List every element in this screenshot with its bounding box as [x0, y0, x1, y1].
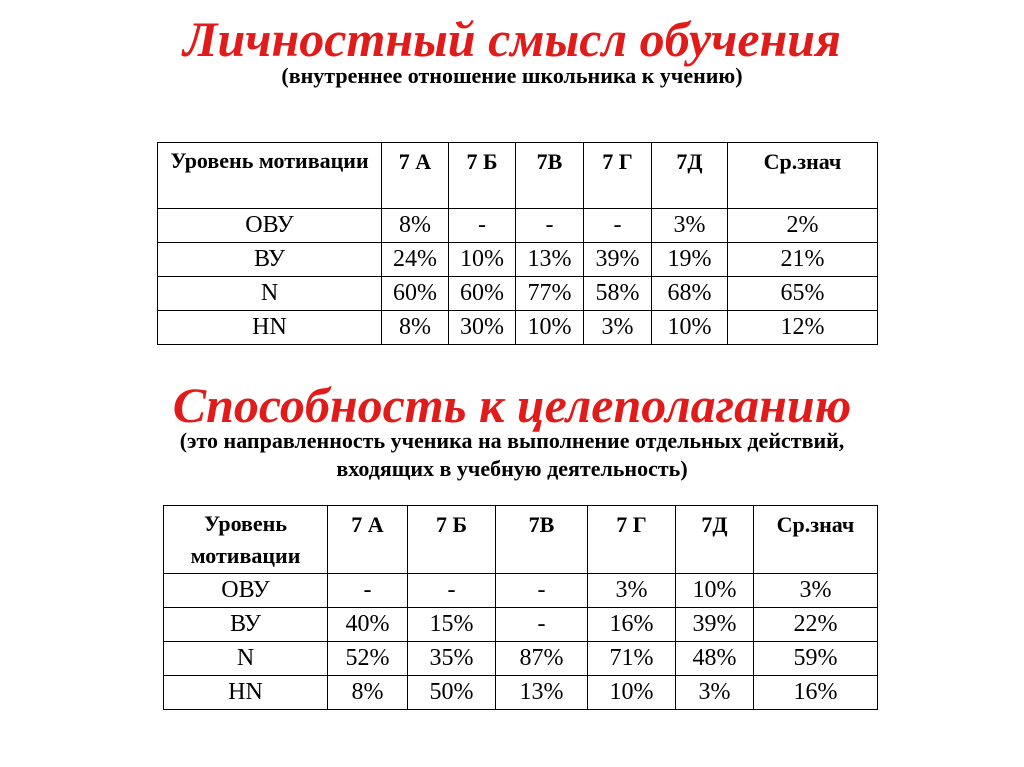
table-row — [158, 277, 878, 311]
motivation-table — [157, 142, 878, 345]
table-cell: 3% — [754, 574, 878, 608]
section1-subtitle: (внутреннее отношение школьника к учению) — [281, 63, 743, 88]
table-cell: - — [328, 574, 408, 608]
table-cell: 8% — [328, 676, 408, 710]
table-cell: 10% — [652, 311, 728, 345]
table-cell: 39% — [676, 608, 754, 642]
table-cell: 22% — [754, 608, 878, 642]
table-cell: 10% — [516, 311, 584, 345]
section1-title: Личностный смысл обучения — [183, 11, 841, 67]
table-cell: 13% — [496, 676, 588, 710]
table-cell: 15% — [408, 608, 496, 642]
table-cell: 10% — [676, 574, 754, 608]
table-cell: 10% — [588, 676, 676, 710]
table-row — [164, 574, 878, 608]
table-cell: ВУ — [158, 243, 382, 277]
table-cell: 12% — [728, 311, 878, 345]
table-row — [164, 642, 878, 676]
header-7a: 7 А — [328, 506, 408, 574]
table-cell: 8% — [382, 311, 449, 345]
table-cell: 13% — [516, 243, 584, 277]
table-cell: 3% — [652, 209, 728, 243]
table-cell: 59% — [754, 642, 878, 676]
table-cell: 16% — [754, 676, 878, 710]
table-cell: 3% — [584, 311, 652, 345]
header-average: Ср.знач — [728, 143, 878, 209]
table-cell: 58% — [584, 277, 652, 311]
table-cell: 77% — [516, 277, 584, 311]
table-cell: 35% — [408, 642, 496, 676]
table-cell: - — [496, 574, 588, 608]
table-cell: ВУ — [164, 608, 328, 642]
table-cell: 40% — [328, 608, 408, 642]
header-7g: 7 Г — [588, 506, 676, 574]
goal-setting-table — [163, 505, 878, 710]
table-cell: 50% — [408, 676, 496, 710]
header-level: Уровень мотивации — [164, 506, 328, 574]
header-7a: 7 А — [382, 143, 449, 209]
header-7b: 7 Б — [408, 506, 496, 574]
table-cell: 24% — [382, 243, 449, 277]
table-cell: 19% — [652, 243, 728, 277]
table-row — [158, 209, 878, 243]
table-cell: - — [449, 209, 516, 243]
table-cell: - — [496, 608, 588, 642]
table-cell: 68% — [652, 277, 728, 311]
table-cell: N — [164, 642, 328, 676]
table-cell: 71% — [588, 642, 676, 676]
table-row — [158, 311, 878, 345]
table-row — [158, 243, 878, 277]
table-cell: 60% — [449, 277, 516, 311]
header-7g: 7 Г — [584, 143, 652, 209]
section2-subtitle-line1: (это направленность ученика на выполнение отдельных действий, — [179, 428, 845, 453]
table-cell: ОВУ — [164, 574, 328, 608]
table-header-row — [158, 143, 878, 209]
table-cell: 10% — [449, 243, 516, 277]
header-7d: 7Д — [652, 143, 728, 209]
table-row — [164, 608, 878, 642]
header-level: Уровень мотивации — [158, 143, 382, 209]
table-cell: 48% — [676, 642, 754, 676]
table-cell: 3% — [588, 574, 676, 608]
section2-subtitle-line2: входящих в учебную деятельность) — [336, 456, 688, 481]
table-cell: - — [584, 209, 652, 243]
table-row — [164, 676, 878, 710]
header-7v: 7В — [496, 506, 588, 574]
section2-title: Способность к целеполаганию — [172, 377, 852, 433]
table-cell: 21% — [728, 243, 878, 277]
header-average: Ср.знач — [754, 506, 878, 574]
table-cell: 65% — [728, 277, 878, 311]
table-cell: 2% — [728, 209, 878, 243]
header-7d: 7Д — [676, 506, 754, 574]
table-cell: 60% — [382, 277, 449, 311]
table-cell: 8% — [382, 209, 449, 243]
table-cell: 16% — [588, 608, 676, 642]
table-cell: N — [158, 277, 382, 311]
table-cell: 87% — [496, 642, 588, 676]
table-cell: 39% — [584, 243, 652, 277]
table-cell: ОВУ — [158, 209, 382, 243]
table-cell: 52% — [328, 642, 408, 676]
table-cell: 30% — [449, 311, 516, 345]
table-cell: HN — [158, 311, 382, 345]
table-cell: - — [408, 574, 496, 608]
header-7v: 7В — [516, 143, 584, 209]
header-7b: 7 Б — [449, 143, 516, 209]
table-cell: - — [516, 209, 584, 243]
table-header-row — [164, 506, 878, 574]
table-cell: 3% — [676, 676, 754, 710]
table-cell: HN — [164, 676, 328, 710]
